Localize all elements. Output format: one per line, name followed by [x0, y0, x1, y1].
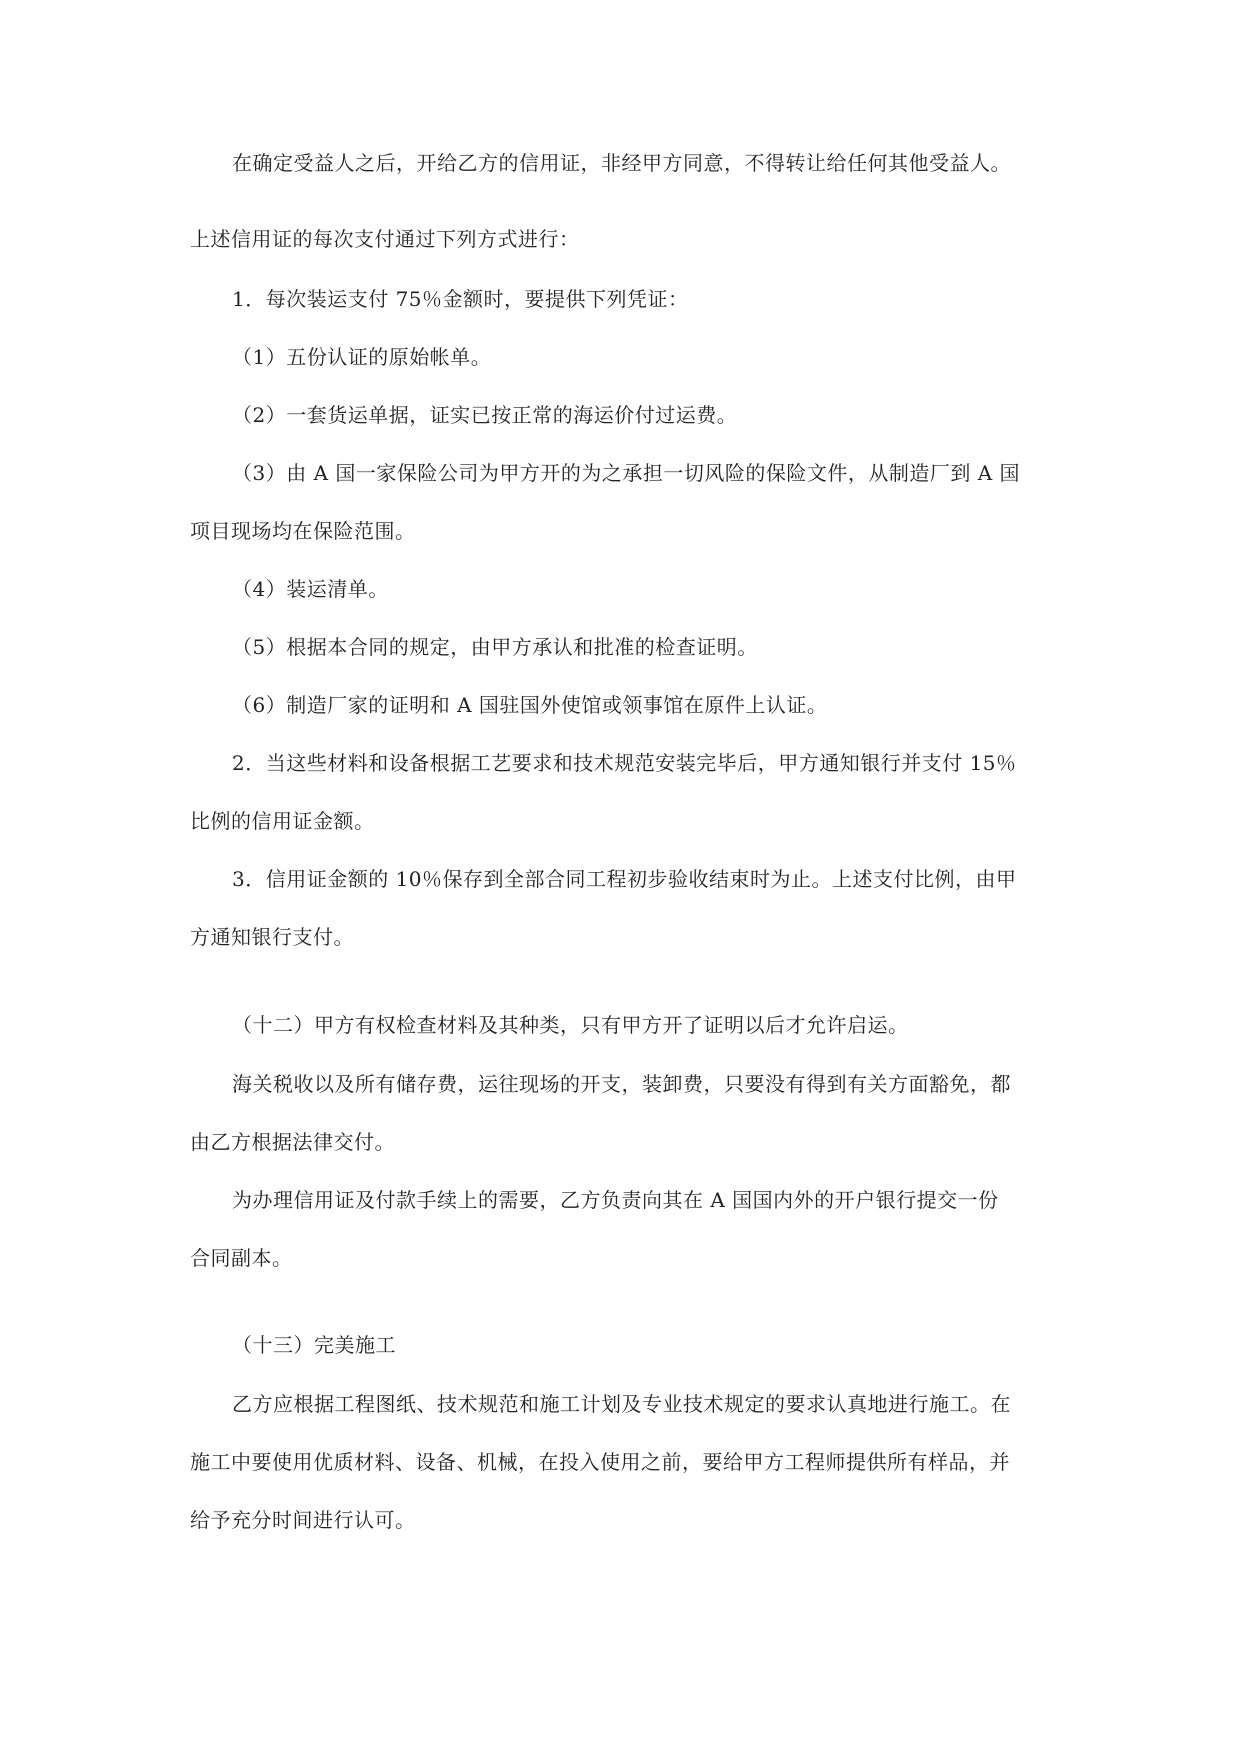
paragraph-line: 方通知银行支付。 [190, 925, 354, 949]
paragraph-line: 由乙方根据法律交付。 [190, 1130, 395, 1154]
paragraph-line: 1．每次装运支付 75％金额时，要提供下列凭证： [232, 287, 689, 311]
paragraph-line: （4）装运清单。 [232, 577, 389, 601]
paragraph-line: 乙方应根据工程图纸、技术规范和施工计划及专业技术规定的要求认真地进行施工。在 [232, 1392, 1011, 1416]
paragraph-line: 3．信用证金额的 10％保存到全部合同工程初步验收结束时为止。上述支付比例，由甲 [232, 867, 1017, 891]
paragraph-line: （5）根据本合同的规定，由甲方承认和批准的检查证明。 [232, 635, 758, 659]
paragraph-line: 在确定受益人之后，开给乙方的信用证，非经甲方同意，不得转让给任何其他受益人。 [232, 151, 1011, 175]
paragraph-line: （6）制造厂家的证明和 A 国驻国外使馆或领事馆在原件上认证。 [232, 693, 828, 717]
paragraph-line: 比例的信用证金额。 [190, 809, 375, 833]
paragraph-line: 合同副本。 [190, 1246, 293, 1270]
paragraph-line: 海关税收以及所有储存费，运往现场的开支，装卸费，只要没有得到有关方面豁免，都 [232, 1072, 1011, 1096]
paragraph-line: 为办理信用证及付款手续上的需要，乙方负责向其在 A 国国内外的开户银行提交一份 [232, 1188, 999, 1212]
paragraph-line: （2）一套货运单据，证实已按正常的海运价付过运费。 [232, 403, 738, 427]
paragraph-line: 施工中要使用优质材料、设备、机械，在投入使用之前，要给甲方工程师提供所有样品，并 [190, 1450, 1010, 1474]
paragraph-line: 项目现场均在保险范围。 [190, 519, 416, 543]
paragraph-line: （3）由 A 国一家保险公司为甲方开的为之承担一切风险的保险文件，从制造厂到 A 国 [232, 461, 1021, 485]
section-heading: （十二）甲方有权检查材料及其种类，只有甲方开了证明以后才允许启运。 [232, 1013, 909, 1037]
paragraph-line: 2．当这些材料和设备根据工艺要求和技术规范安装完毕后，甲方通知银行并支付 15％ [232, 751, 1017, 775]
paragraph-line: （1）五份认证的原始帐单。 [232, 345, 492, 369]
paragraph-line: 上述信用证的每次支付通过下列方式进行： [190, 227, 580, 251]
section-heading: （十三）完美施工 [232, 1333, 396, 1357]
paragraph-line: 给予充分时间进行认可。 [190, 1508, 416, 1532]
